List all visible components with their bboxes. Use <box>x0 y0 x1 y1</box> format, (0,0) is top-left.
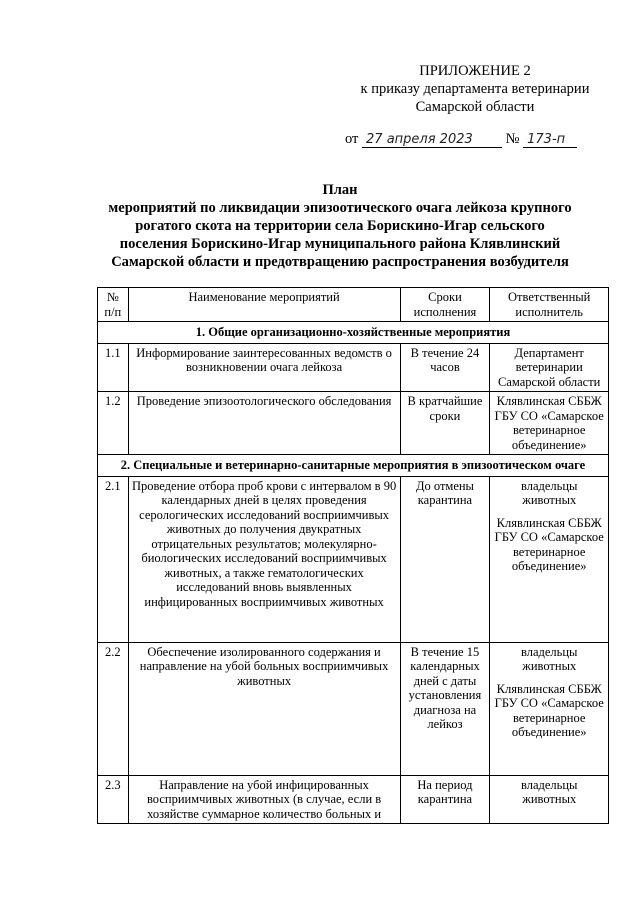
table-header-row <box>98 288 609 322</box>
table-row <box>98 642 609 775</box>
date-prefix: от <box>345 131 359 147</box>
row-resp-service: Клявлинская СББЖ ГБУ СО «Самарское ветеринарное объединение» <box>494 681 604 739</box>
header-num: № п/п <box>98 288 129 322</box>
number-prefix: № <box>505 131 520 147</box>
title-line-2: мероприятий по ликвидации эпизоотического очага лейкоза крупного рогатого скота на территории села Борискино-Игар сельского поселения Борискино-Игар муниципального района Клявлинский Самарской области и предотвращению распространения возбудителя <box>108 200 572 270</box>
row-resp <box>490 642 609 775</box>
table-row <box>98 392 609 455</box>
row-resp: владельцы животных <box>490 775 609 824</box>
header-resp: Ответственный исполнитель <box>490 288 609 322</box>
row-term: В течение 24 часов <box>400 343 490 392</box>
table-row <box>98 476 609 642</box>
section-2-row <box>98 455 609 477</box>
row-resp: Клявлинская СББЖ ГБУ СО «Самарское ветеринарное объединение» <box>490 392 609 455</box>
header-term: Сроки исполнения <box>400 288 490 322</box>
appendix-line-2: Самарской области <box>415 99 535 115</box>
row-resp <box>490 476 609 642</box>
row-resp-service: Клявлинская СББЖ ГБУ СО «Самарское ветеринарное объединение» <box>494 515 604 573</box>
document-title <box>100 181 580 271</box>
row-num: 2.1 <box>98 476 129 642</box>
row-num: 1.2 <box>98 392 129 455</box>
table-row <box>98 775 609 824</box>
order-date: 27 апреля 2023 <box>362 132 502 148</box>
header-name: Наименование мероприятий <box>128 288 400 322</box>
row-name: Обеспечение изолированного содержания и направление на убой больных восприимчивых животных <box>128 642 400 775</box>
row-name: Проведение эпизоотологического обследования <box>128 392 400 455</box>
row-term: До отмены карантина <box>400 476 490 642</box>
row-name: Направление на убой инфицированных восприимчивых животных (в случае, если в хозяйстве суммарное количество больных и <box>128 775 400 824</box>
row-num: 2.3 <box>98 775 129 824</box>
row-name: Проведение отбора проб крови с интервалом в 90 календарных дней в целях проведения серологических исследований восприимчивых животных до получения двукратных отрицательных результатов; молекулярно-биологических исследований восприимчивых животных, а также гематологических исследований вновь выявленных инфицированных восприимчивых животных <box>128 476 400 642</box>
title-line-1: План <box>322 182 358 198</box>
order-number: 173-п <box>523 132 577 148</box>
appendix-title: ПРИЛОЖЕНИЕ 2 <box>419 63 531 79</box>
section-2-title: 2. Специальные и ветеринарно-санитарные мероприятия в эпизоотическом очаге <box>98 455 609 477</box>
row-term: В течение 15 календарных дней с даты установления диагноза на лейкоз <box>400 642 490 775</box>
appendix-header <box>340 62 610 116</box>
section-1-title: 1. Общие организационно-хозяйственные мероприятия <box>98 322 609 344</box>
row-resp-owner: владельцы животных <box>520 478 578 507</box>
appendix-line-1: к приказу департамента ветеринарии <box>360 81 590 97</box>
row-resp-owner: владельцы животных <box>520 644 578 673</box>
row-term: В кратчайшие сроки <box>400 392 490 455</box>
row-name: Информирование заинтересованных ведомств о возникновении очага лейкоза <box>128 343 400 392</box>
section-1-row <box>98 322 609 344</box>
plan-table <box>97 287 609 824</box>
row-resp: Департамент ветеринарии Самарской области <box>490 343 609 392</box>
order-date-number <box>345 131 615 148</box>
row-term: На период карантина <box>400 775 490 824</box>
row-num: 2.2 <box>98 642 129 775</box>
row-num: 1.1 <box>98 343 129 392</box>
table-row <box>98 343 609 392</box>
